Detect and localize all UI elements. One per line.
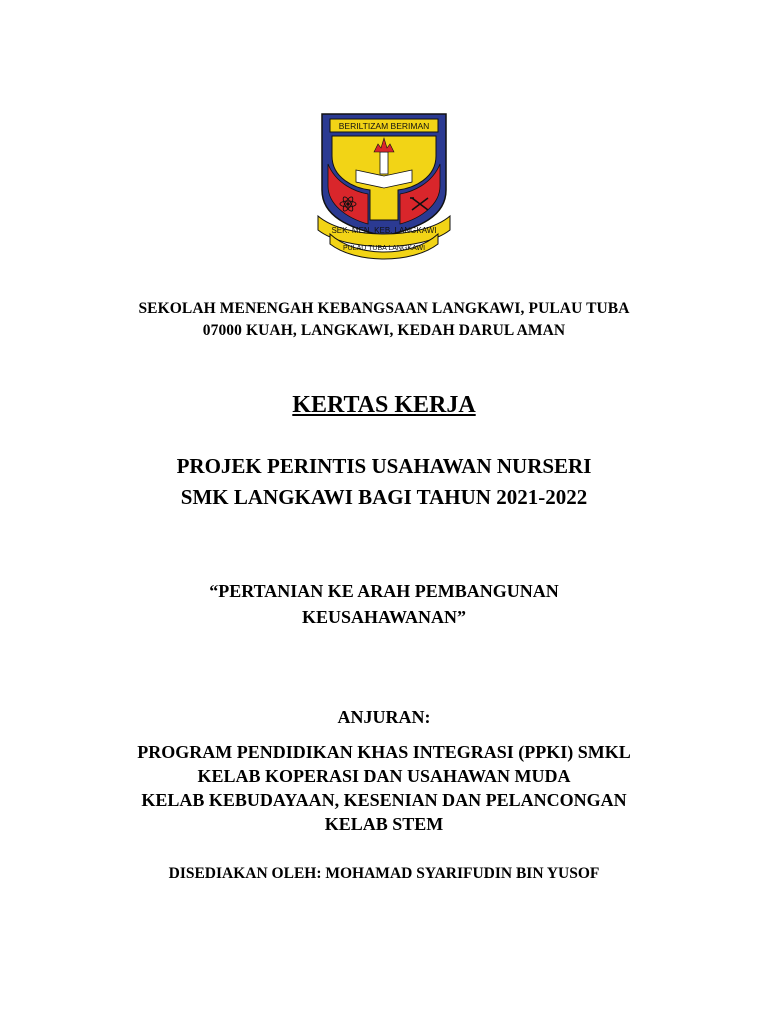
organizer-item: KELAB STEM: [324, 814, 444, 834]
svg-text:PULAU TUBA LANGKAWI: PULAU TUBA LANGKAWI: [342, 245, 426, 252]
document-title: KERTAS KERJA: [292, 392, 476, 418]
organizer-item: PROGRAM PENDIDIKAN KHAS INTEGRASI (PPKI) SMKL: [137, 742, 631, 762]
organizers-label: ANJURAN:: [337, 707, 431, 727]
project-title-line1: PROJEK PERINTIS USAHAWAN NURSERI: [176, 454, 592, 478]
prepared-by: DISEDIAKAN OLEH: MOHAMAD SYARIFUDIN BIN YUSOF: [168, 865, 600, 882]
school-crest-logo: [316, 112, 452, 260]
project-title-line2: SMK LANGKAWI BAGI TAHUN 2021-2022: [180, 485, 588, 509]
theme-line1: “PERTANIAN KE ARAH PEMBANGUNAN: [209, 581, 559, 601]
organizer-item: KELAB KOPERASI DAN USAHAWAN MUDA: [197, 766, 571, 786]
svg-text:BERILTIZAM BERIMAN: BERILTIZAM BERIMAN: [338, 121, 430, 131]
theme-line2: KEUSAHAWANAN”: [301, 607, 467, 627]
svg-text:SEK. MEN. KEB. LANGKAWI: SEK. MEN. KEB. LANGKAWI: [331, 226, 437, 235]
organizer-item: KELAB KEBUDAYAAN, KESENIAN DAN PELANCONGAN: [141, 790, 627, 810]
school-name: SEKOLAH MENENGAH KEBANGSAAN LANGKAWI, PULAU TUBA: [138, 300, 630, 317]
school-address: 07000 KUAH, LANGKAWI, KEDAH DARUL AMAN: [202, 322, 566, 339]
